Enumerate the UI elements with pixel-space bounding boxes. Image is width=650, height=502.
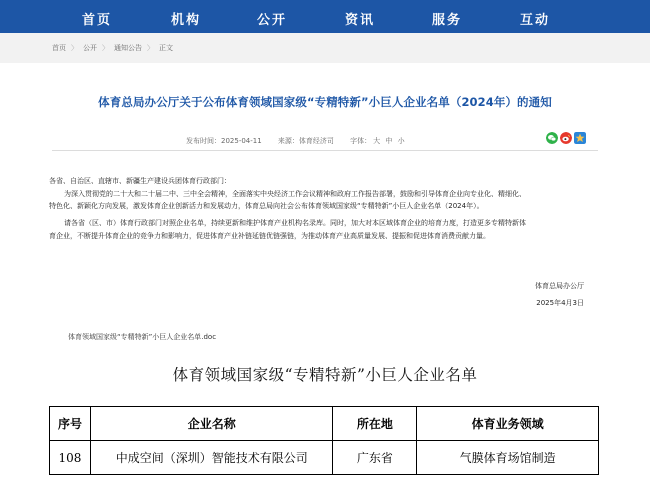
cell-business: 气膜体育场馆制造 xyxy=(417,441,599,475)
signature: 体育总局办公厅 xyxy=(535,282,584,290)
table-header-row xyxy=(50,407,599,441)
nav-item-interaction[interactable]: 互动 xyxy=(520,13,551,28)
document-title: 体育领域国家级“专精特新”小巨人企业名单 xyxy=(172,366,478,384)
qzone-share-icon[interactable] xyxy=(574,132,586,144)
breadcrumb-home[interactable]: 首页 xyxy=(52,44,66,52)
font-size-small-button[interactable]: 小 xyxy=(397,137,405,145)
breadcrumb-open[interactable]: 公开 xyxy=(83,44,97,52)
salutation: 各省、自治区、直辖市、新疆生产建设兵团体育行政部门： xyxy=(49,177,231,185)
article-source: 来源：体育经济司 xyxy=(277,137,334,145)
breadcrumb-separator: 〉 xyxy=(147,44,154,52)
weibo-share-icon[interactable] xyxy=(560,132,572,144)
wechat-share-icon[interactable] xyxy=(546,132,558,144)
paragraph-2-line-2: 育企业，不断提升体育企业的竞争力和影响力，促进体育产业补链延链优链强链，为推动体育产业高质量发展、提振和促进体育消费贡献力量。 xyxy=(49,232,490,240)
page-title: 体育总局办公厅关于公布体育领域国家级“专精特新”小巨人企业名单（2024年）的通知 xyxy=(98,95,552,109)
paragraph-1-line-1: 为深入贯彻党的二十大和二十届二中、三中全会精神，全面落实中央经济工作会议精神和政府工作报告部署，鼓励和引导体育企业向专业化、精细化、 xyxy=(64,190,526,198)
font-size-medium-button[interactable]: 中 xyxy=(385,137,393,145)
attachment-link[interactable]: 体育领域国家级“专精特新”小巨人企业名单.doc xyxy=(68,333,217,341)
breadcrumb-notices[interactable]: 通知公告 xyxy=(114,44,142,52)
nav-item-open[interactable]: 公开 xyxy=(257,13,288,28)
article-meta xyxy=(186,136,408,146)
cell-location: 广东省 xyxy=(333,441,417,475)
nav-item-news[interactable]: 资讯 xyxy=(345,13,376,28)
publish-time: 发布时间：2025-04-11 xyxy=(186,137,262,145)
meta-divider xyxy=(52,150,598,151)
top-nav xyxy=(0,0,650,33)
breadcrumb-current: 正文 xyxy=(159,44,173,52)
column-header-location: 所在地 xyxy=(333,407,417,441)
font-size-label: 字体： xyxy=(350,137,372,145)
column-header-company: 企业名称 xyxy=(90,407,333,441)
breadcrumb-separator: 〉 xyxy=(102,44,109,52)
cell-index: 108 xyxy=(50,441,91,475)
nav-item-services[interactable]: 服务 xyxy=(432,13,463,28)
table-row xyxy=(50,441,599,475)
column-header-index: 序号 xyxy=(50,407,91,441)
breadcrumb xyxy=(52,43,173,53)
paragraph-1-line-2: 特色化、新颖化方向发展，激发体育企业创新活力和发展动力，体育总局向社会公布体育领域国家级“专精特新”小巨人企业名单（2024年）。 xyxy=(49,202,484,210)
column-header-business: 体育业务领域 xyxy=(417,407,599,441)
breadcrumb-separator: 〉 xyxy=(71,44,78,52)
nav-item-home[interactable]: 首页 xyxy=(82,13,113,28)
nav-item-agencies[interactable]: 机构 xyxy=(171,13,202,28)
font-size-large-button[interactable]: 大 xyxy=(373,137,381,145)
paragraph-2-line-1: 请各省（区、市）体育行政部门对照企业名单，持续更新和维护体育产业机构名录库。同时，加大对本区域体育企业的培育力度，打造更多专精特新体 xyxy=(64,219,526,227)
cell-company: 中成空间（深圳）智能技术有限公司 xyxy=(90,441,333,475)
signature-date: 2025年4月3日 xyxy=(536,299,584,307)
enterprise-table xyxy=(49,406,599,475)
